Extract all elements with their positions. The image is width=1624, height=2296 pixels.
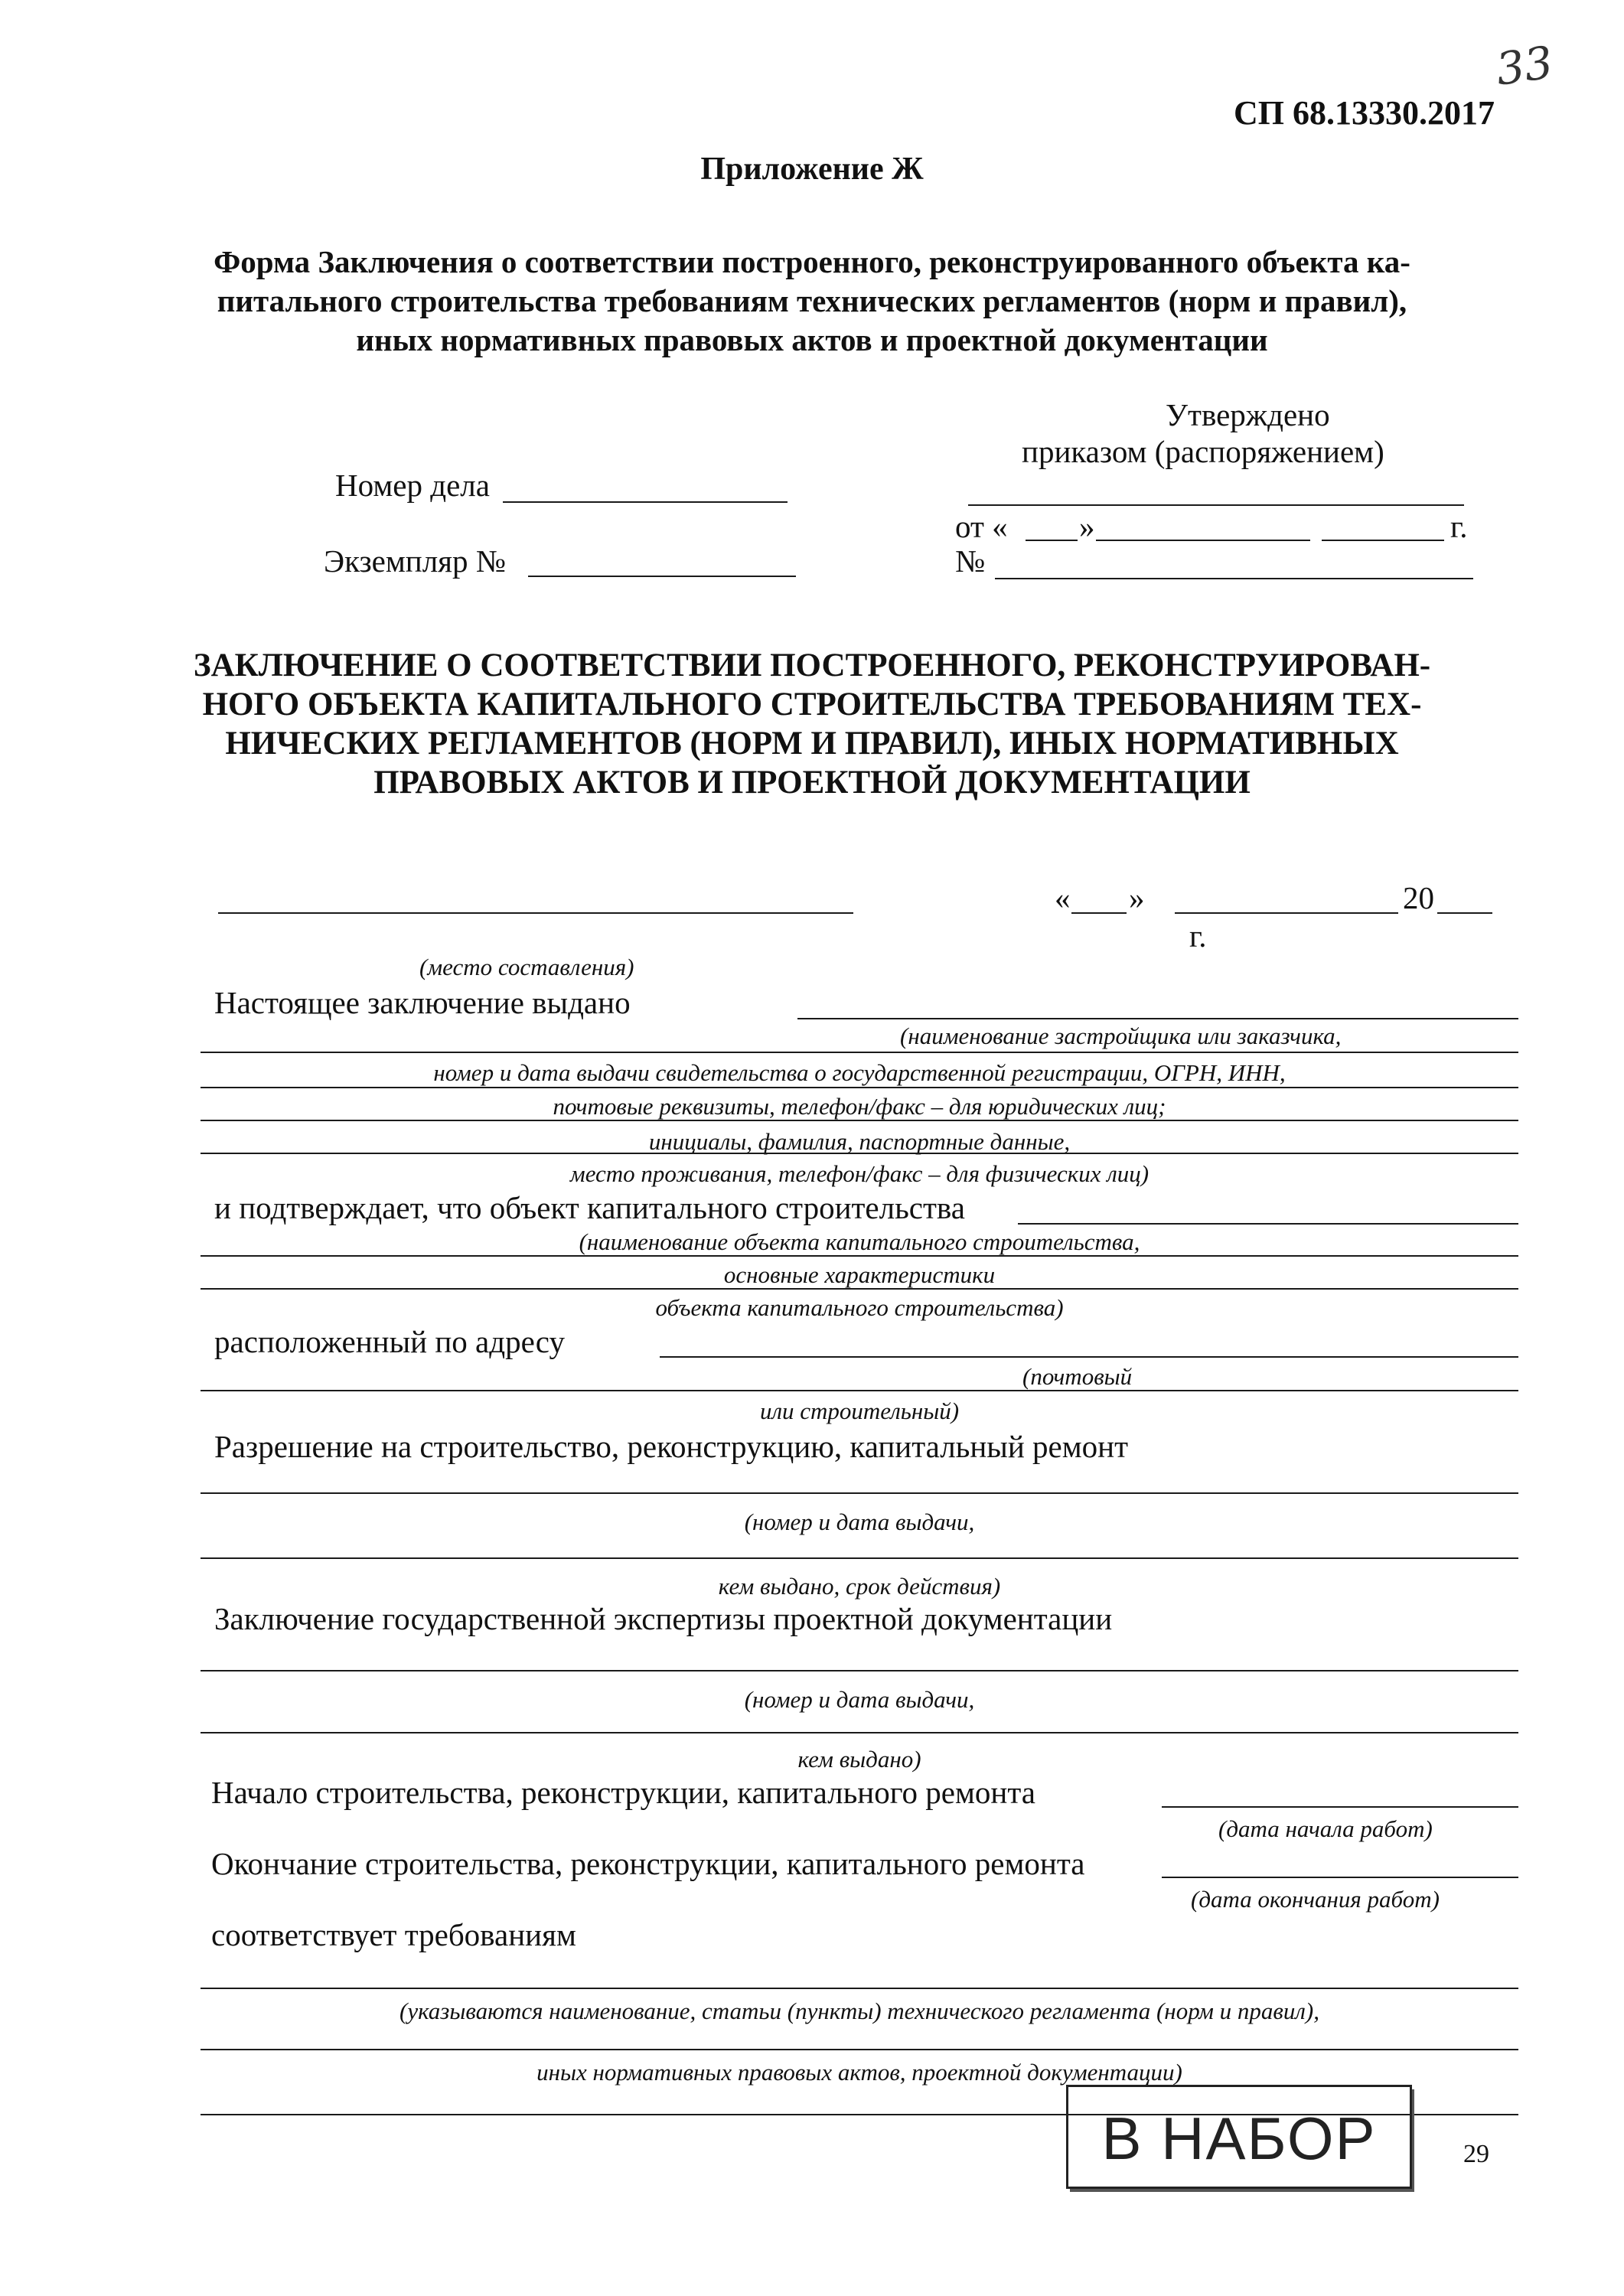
place-caption: (место составления) <box>419 954 634 980</box>
order-number-sign: № <box>955 543 986 579</box>
requirements-label: соответствует требованиям <box>211 1917 576 1952</box>
issued-caption-4: инициалы, фамилия, паспортные данные, <box>648 1128 1071 1155</box>
requirements-line-1[interactable] <box>201 1988 1518 1989</box>
end-date-line[interactable] <box>1162 1877 1518 1878</box>
expertise-label: Заключение государственной экспертизы проектной документации <box>214 1601 1113 1636</box>
order-year-suffix: г. <box>1450 509 1468 544</box>
order-day-line[interactable] <box>1026 540 1078 541</box>
form-title-line-2: питального строительства требованиям технических регламентов (норм и правил), <box>217 283 1407 318</box>
issued-caption-2: номер и дата выдачи свидетельства о государственной регистрации, ОГРН, ИНН, <box>433 1059 1286 1086</box>
date-year-suffix: г. <box>1189 918 1207 954</box>
permit-line-1[interactable] <box>201 1492 1518 1494</box>
place-line[interactable] <box>218 912 853 914</box>
approved-label: Утверждено <box>1166 397 1330 432</box>
expertise-line-2[interactable] <box>201 1732 1518 1733</box>
issued-caption-5: место проживания, телефон/факс – для физических лиц) <box>569 1160 1150 1187</box>
case-number-line[interactable] <box>503 501 788 503</box>
confirms-caption-1: (наименование объекта капитального строительства, <box>579 1228 1140 1255</box>
date-year-prefix: 20 <box>1403 880 1434 915</box>
standard-code: СП 68.13330.2017 <box>1234 94 1495 132</box>
issued-caption-3: почтовые реквизиты, телефон/факс – для юридических лиц; <box>553 1093 1166 1120</box>
confirms-line-1[interactable] <box>1018 1223 1518 1225</box>
order-month-line[interactable] <box>1096 540 1310 541</box>
appendix-title: Приложение Ж <box>700 152 924 187</box>
permit-line-2[interactable] <box>201 1557 1518 1559</box>
main-title-line-4: ПРАВОВЫХ АКТОВ И ПРОЕКТНОЙ ДОКУМЕНТАЦИИ <box>373 765 1251 801</box>
end-label: Окончание строительства, реконструкции, капитального ремонта <box>211 1846 1085 1881</box>
address-caption-2: или строительный) <box>759 1397 960 1424</box>
stamp-text: В НАБОР <box>1101 2105 1377 2172</box>
address-line-1[interactable] <box>660 1356 1518 1358</box>
confirms-caption-2: основные характеристики <box>723 1261 996 1288</box>
form-title-line-3: иных нормативных правовых актов и проектной документации <box>356 322 1268 357</box>
start-date-line[interactable] <box>1162 1806 1518 1808</box>
copy-number-label: Экземпляр № <box>324 543 506 579</box>
requirements-caption-2: иных нормативных правовых актов, проектной документации) <box>536 2059 1182 2086</box>
order-date-prefix: от « <box>955 509 1008 544</box>
form-title-line-1: Форма Заключения о соответствии построенного, реконструированного объекта ка- <box>214 244 1410 279</box>
date-day-line[interactable] <box>1071 912 1127 914</box>
date-year-line[interactable] <box>1437 912 1492 914</box>
address-caption-1: (почтовый <box>1022 1363 1133 1390</box>
start-caption: (дата начала работ) <box>1218 1815 1433 1842</box>
start-label: Начало строительства, реконструкции, капитального ремонта <box>211 1775 1035 1810</box>
address-label: расположенный по адресу <box>214 1324 565 1359</box>
confirms-line-2[interactable] <box>201 1255 1518 1257</box>
order-number-line[interactable] <box>995 578 1473 579</box>
date-month-line[interactable] <box>1175 912 1398 914</box>
main-title-line-3: НИЧЕСКИХ РЕГЛАМЕНТОВ (НОРМ И ПРАВИЛ), ИНЫХ НОРМАТИВНЫХ <box>225 726 1399 762</box>
main-title-line-2: НОГО ОБЪЕКТА КАПИТАЛЬНОГО СТРОИТЕЛЬСТВА ТРЕБОВАНИЯМ ТЕХ- <box>202 687 1422 722</box>
address-line-2[interactable] <box>201 1390 1518 1391</box>
order-date-mid: » <box>1079 509 1095 544</box>
requirements-line-2[interactable] <box>201 2049 1518 2050</box>
issued-line-4[interactable] <box>201 1120 1518 1121</box>
issued-line-2[interactable] <box>201 1052 1518 1053</box>
confirms-label: и подтверждает, что объект капитального строительства <box>214 1190 965 1225</box>
issued-caption-1: (наименование застройщика или заказчика, <box>900 1022 1342 1049</box>
issued-line-5[interactable] <box>201 1153 1518 1154</box>
expertise-caption-1: (номер и дата выдачи, <box>744 1686 975 1713</box>
permit-label: Разрешение на строительство, реконструкцию, капитальный ремонт <box>214 1429 1129 1464</box>
order-issuer-line[interactable] <box>968 504 1464 506</box>
handwritten-page-number: 33 <box>1492 36 1557 96</box>
permit-caption-1: (номер и дата выдачи, <box>744 1508 975 1535</box>
date-close-quote: » <box>1129 880 1145 915</box>
page-number: 29 <box>1463 2140 1489 2168</box>
case-number-label: Номер дела <box>335 468 490 503</box>
order-year-line[interactable] <box>1322 540 1444 541</box>
expertise-line-1[interactable] <box>201 1670 1518 1671</box>
date-open-quote: « <box>1055 880 1071 915</box>
expertise-caption-2: кем выдано) <box>797 1746 921 1773</box>
by-order-label: приказом (распоряжением) <box>1022 434 1384 469</box>
copy-number-line[interactable] <box>528 576 796 577</box>
end-caption: (дата окончания работ) <box>1191 1886 1440 1913</box>
issued-line-3[interactable] <box>201 1087 1518 1088</box>
confirms-caption-3: объекта капитального строительства) <box>655 1294 1064 1321</box>
confirms-line-3[interactable] <box>201 1288 1518 1290</box>
permit-caption-2: кем выдано, срок действия) <box>718 1573 1001 1600</box>
main-title-line-1: ЗАКЛЮЧЕНИЕ О СООТВЕТСТВИИ ПОСТРОЕННОГО, РЕКОНСТРУИРОВАН- <box>193 647 1431 683</box>
issued-label: Настоящее заключение выдано <box>214 985 631 1020</box>
in-typesetting-stamp <box>1066 2085 1412 2189</box>
requirements-caption-1: (указываются наименование, статьи (пункты) технического регламента (норм и правил), <box>399 1998 1319 2024</box>
issued-line-1[interactable] <box>797 1018 1518 1019</box>
